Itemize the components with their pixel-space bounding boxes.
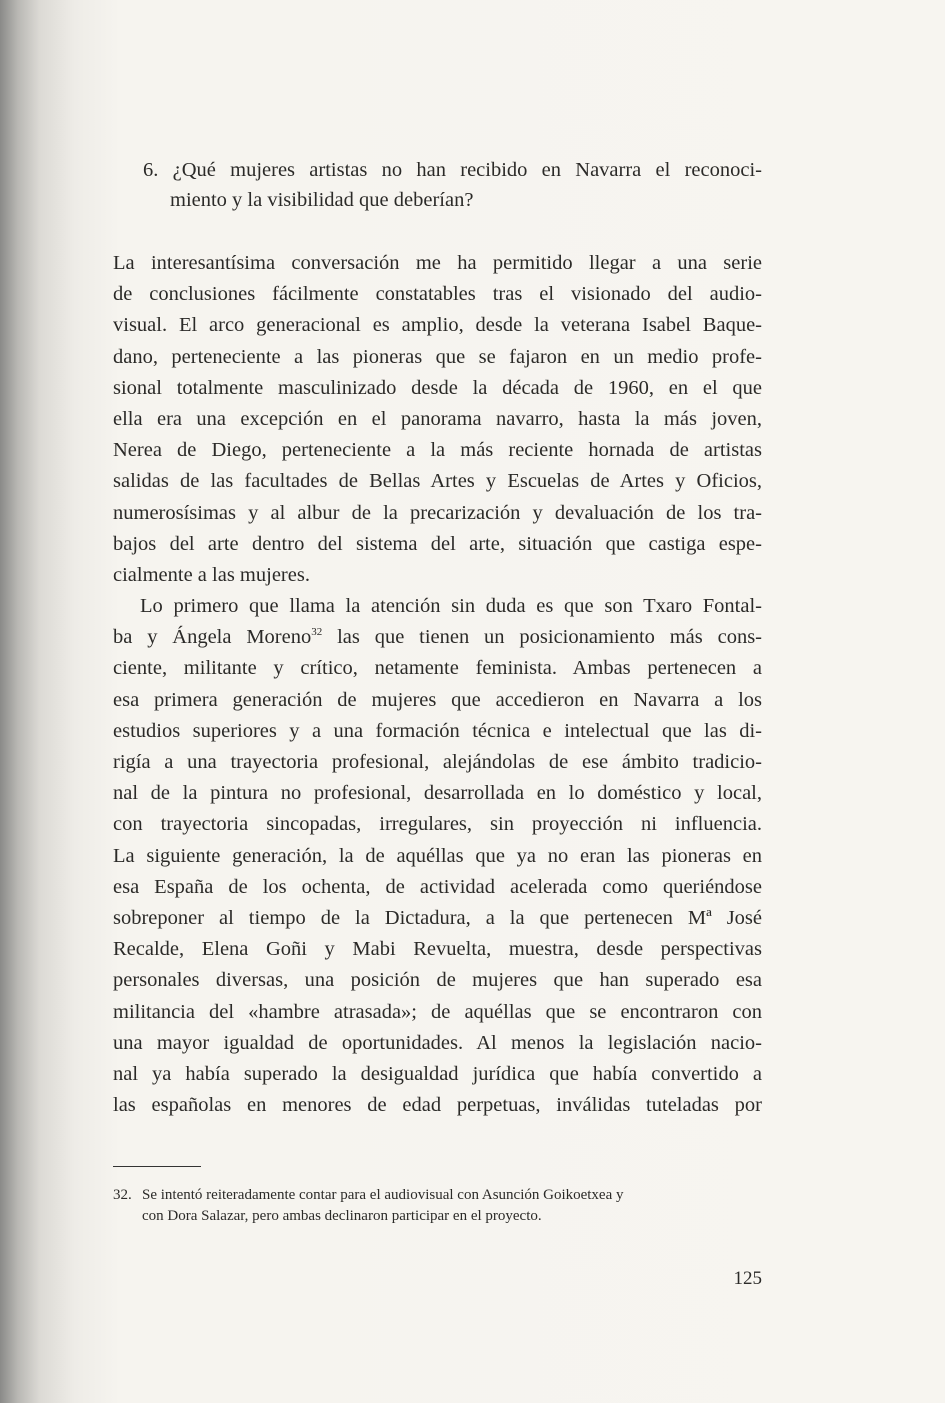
- text-line: salidas de las facultades de Bellas Artes y Escuelas de Artes y Oficios,: [113, 470, 762, 493]
- text-line: nal de la pintura no profesional, desarrollada en lo doméstico y local,: [113, 782, 762, 805]
- footnote-reference[interactable]: 32: [311, 626, 323, 639]
- text-line: nal ya había superado la desigualdad jurídica que había convertido a: [113, 1063, 762, 1085]
- footnote-number: 32.: [113, 1187, 132, 1203]
- text-line: ella era una excepción en el panorama navarro, hasta la más joven,: [113, 408, 762, 430]
- text-line: las españolas en menores de edad perpetuas, inválidas tuteladas por: [113, 1094, 762, 1117]
- text-line: con trayectoria sincopadas, irregulares, sin proyección ni influencia.: [113, 813, 762, 836]
- footnote-line: con Dora Salazar, pero ambas declinaron participar en el proyecto.: [142, 1208, 542, 1224]
- text-line: Lo primero que llama la atención sin duda es que son Txaro Fontal-: [140, 595, 762, 617]
- text-line: bajos del arte dentro del sistema del arte, situación que castiga espe-: [113, 532, 762, 555]
- footnote-divider: [113, 1166, 201, 1167]
- text-line: rigía a una trayectoria profesional, alejándolas de ese ámbito tradicio-: [113, 751, 762, 773]
- text-line: estudios superiores y a una formación técnica e intelectual que las di-: [113, 719, 762, 742]
- text-line: ciente, militante y crítico, netamente feminista. Ambas pertenecen a: [113, 657, 762, 680]
- text-line: militancia del «hambre atrasada»; de aquéllas que se encontraron con: [113, 1000, 762, 1023]
- text-line: dano, perteneciente a las pioneras que se fajaron en un medio profe-: [113, 345, 762, 368]
- text-line: visual. El arco generacional es amplio, desde la veterana Isabel Baque-: [113, 314, 762, 337]
- text-segment: las que tienen un posicionamiento más cons-: [322, 626, 763, 649]
- text-line: esa primera generación de mujeres que accedieron en Navarra a los: [113, 688, 762, 711]
- text-line: [113, 624, 762, 650]
- footnote-line: Se intentó reiteradamente contar para el audiovisual con Asunción Goikoetxea y: [142, 1187, 624, 1203]
- text-line: personales diversas, una posición de mujeres que han superado esa: [113, 969, 762, 992]
- text-line: cialmente a las mujeres.: [113, 564, 310, 586]
- text-segment: ba y Ángela Moreno: [113, 626, 312, 649]
- text-line: una mayor igualdad de oportunidades. Al menos la legislación nacio-: [113, 1031, 762, 1054]
- page-number: 125: [733, 1268, 762, 1289]
- heading-line: miento y la visibilidad que deberían?: [170, 189, 474, 211]
- text-line: La interesantísima conversación me ha permitido llegar a una serie: [113, 252, 762, 274]
- text-line: Nerea de Diego, perteneciente a la más reciente hornada de artistas: [113, 439, 762, 462]
- heading-line: 6. ¿Qué mujeres artistas no han recibido en Navarra el reconoci-: [143, 159, 762, 181]
- text-line: Recalde, Elena Goñi y Mabi Revuelta, muestra, desde perspectivas: [113, 938, 762, 961]
- text-line: sional totalmente masculinizado desde la década de 1960, en el que: [113, 376, 762, 399]
- text-line: numerosísimas y al albur de la precarización y devaluación de los tra-: [113, 501, 762, 524]
- text-line: La siguiente generación, la de aquéllas que ya no eran las pioneras en: [113, 844, 762, 867]
- text-line: esa España de los ochenta, de actividad acelerada como queriéndose: [113, 875, 762, 898]
- text-line: sobreponer al tiempo de la Dictadura, a la que pertenecen Mª José: [113, 907, 762, 929]
- text-line: de conclusiones fácilmente constatables tras el visionado del audio-: [113, 283, 762, 306]
